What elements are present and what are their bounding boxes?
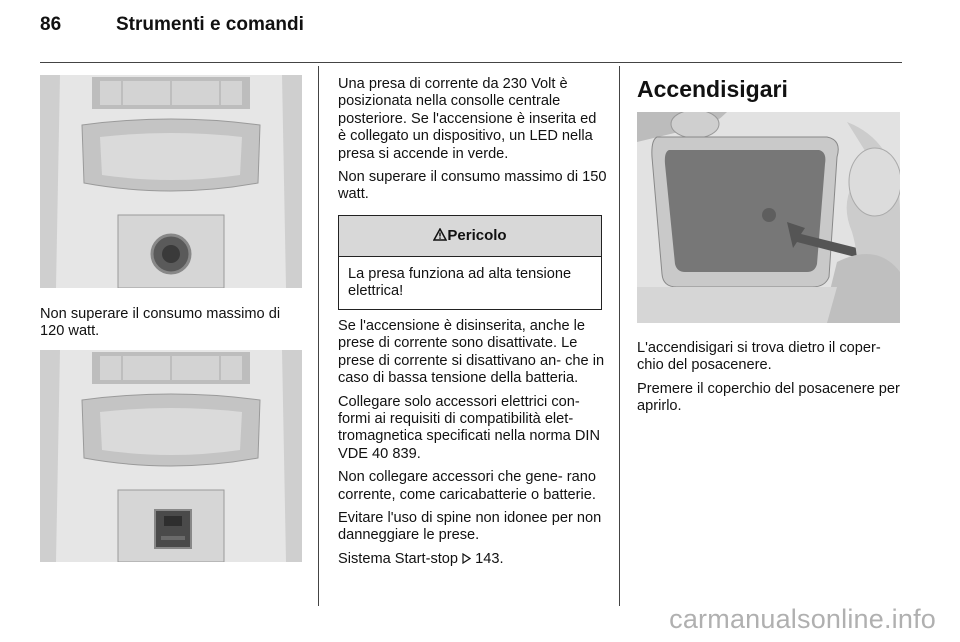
col1-caption: Non superare il consumo massimo di 120 watt. (40, 306, 281, 340)
page-header (40, 14, 304, 36)
paragraph-start-stop-ref: Sistema Start-stop 143. (338, 550, 504, 567)
watermark: carmanualsonline.info (669, 604, 936, 634)
paragraph-unsuitable-plugs: Evitare l'uso di spine non idonee per non danneggiare le prese. (338, 510, 602, 544)
column-divider-1 (318, 66, 319, 606)
paragraph-ignition-off: Se l'accensione è disinserita, anche le prese di corrente sono disattivate. Le prese di corrente si disattivano an- che in caso di bassa tensione della batteria. (338, 318, 605, 387)
col3-text (637, 340, 905, 422)
col2-text-top (338, 76, 608, 210)
paragraph-open-ashtray: Premere il coperchio del posacenere per aprirlo. (637, 380, 900, 415)
paragraph-no-generators: Non collegare accessori che gene- rano corrente, come caricabatterie o batterie. (338, 469, 596, 503)
reference-arrow-icon[interactable] (462, 553, 471, 564)
section-title: Strumenti e comandi (116, 14, 304, 35)
col2-text-bottom (338, 318, 608, 574)
cigarette-lighter-heading: Accendisigari (637, 76, 788, 102)
warning-title: Pericolo (447, 227, 507, 244)
warning-header (339, 216, 601, 257)
figure-rear-console-round-socket (40, 75, 302, 288)
warning-body: La presa funziona ad alta tensione elettrica! (348, 266, 572, 300)
warning-box (338, 215, 602, 310)
paragraph-compatible-accessories: Collegare solo accessori elettrici con- formi ai requisiti di compatibilità elet- tromagnetica specificati nella norma DIN VDE 40 839. (338, 393, 600, 462)
figure-rear-console-230v-socket (40, 350, 302, 562)
page-number: 86 (40, 14, 62, 35)
column-divider-2 (619, 66, 620, 606)
warning-triangle-icon (433, 228, 447, 241)
figure-cigarette-lighter (637, 112, 900, 323)
header-rule (40, 62, 902, 63)
paragraph-max-150w: Non superare il consumo massimo di 150 watt. (338, 169, 607, 203)
paragraph-230v-socket: Una presa di corrente da 230 Volt è posizionata nella consolle centrale posteriore. Se l'accensione è inserita ed è collegato un dispositivo, un LED nella presa si accende in verde. (338, 76, 597, 162)
paragraph-lighter-location: L'accendisigari si trova dietro il coper- chio del posacenere. (637, 340, 881, 374)
